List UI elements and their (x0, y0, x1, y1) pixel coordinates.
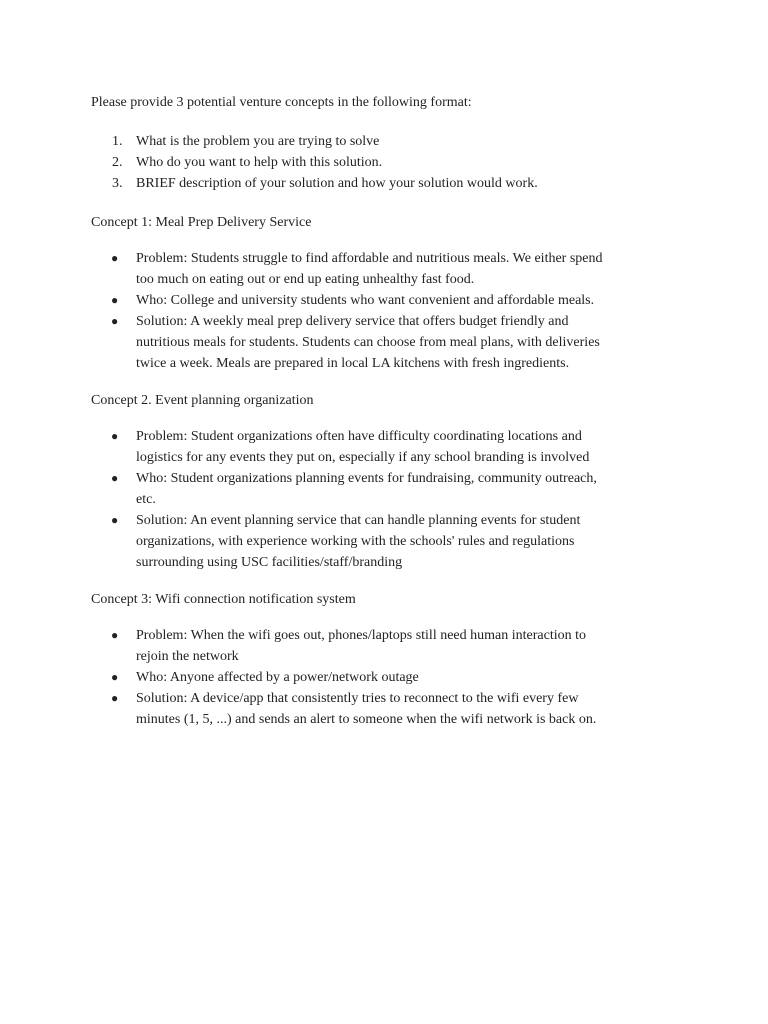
bullet-item (91, 248, 691, 290)
bullet-line: Who: Anyone affected by a power/network outage (136, 670, 419, 685)
bullet-line: organizations, with experience working with the schools' rules and regulations (136, 534, 575, 549)
concept-bullets (91, 426, 691, 573)
bullet-dot-icon: ● (111, 251, 119, 265)
bullet-item (91, 510, 691, 573)
bullet-line: Problem: When the wifi goes out, phones/laptops still need human interaction to (136, 628, 586, 643)
bullet-item (91, 426, 691, 468)
bullet-line: etc. (136, 492, 156, 507)
step-text: What is the problem you are trying to solve (136, 134, 380, 149)
bullet-line: Problem: Students struggle to find affordable and nutritious meals. We either spend (136, 251, 603, 266)
bullet-item (91, 290, 691, 311)
bullet-text (136, 510, 691, 573)
bullet-dot-icon: ● (111, 628, 119, 642)
document-page (91, 92, 691, 746)
concept-title: Concept 3: Wifi connection notification system (91, 592, 356, 607)
bullet-text (136, 468, 691, 510)
step-number: 3. (112, 176, 123, 191)
step-item (91, 152, 691, 173)
bullet-text (136, 688, 691, 730)
bullet-line: nutritious meals for students. Students can choose from meal plans, with deliveries (136, 335, 600, 350)
step-item (91, 131, 691, 152)
bullet-line: logistics for any events they put on, especially if any school branding is involved (136, 450, 590, 465)
step-text: Who do you want to help with this solution. (136, 155, 383, 170)
bullet-line: surrounding using USC facilities/staff/branding (136, 555, 403, 570)
bullet-dot-icon: ● (111, 293, 119, 307)
bullet-text (136, 311, 691, 374)
bullet-line: Problem: Student organizations often have difficulty coordinating locations and (136, 429, 582, 444)
concept-title: Concept 1: Meal Prep Delivery Service (91, 215, 312, 230)
format-steps-list (91, 131, 691, 194)
bullet-line: Solution: An event planning service that can handle planning events for student (136, 513, 581, 528)
bullet-line: Who: Student organizations planning events for fundraising, community outreach, (136, 471, 597, 486)
bullet-text (136, 625, 691, 667)
bullet-text (136, 426, 691, 468)
bullet-text (136, 290, 691, 311)
bullet-item (91, 667, 691, 688)
bullet-dot-icon: ● (111, 513, 119, 527)
bullet-item (91, 311, 691, 374)
bullet-text (136, 248, 691, 290)
concept-bullets (91, 248, 691, 374)
bullet-item (91, 468, 691, 510)
bullet-line: Who: College and university students who want convenient and affordable meals. (136, 293, 595, 308)
bullet-line: rejoin the network (136, 649, 239, 664)
intro-paragraph: Please provide 3 potential venture concepts in the following format: (91, 95, 472, 110)
bullet-dot-icon: ● (111, 691, 119, 705)
concept-title: Concept 2. Event planning organization (91, 393, 314, 408)
bullet-line: Solution: A weekly meal prep delivery service that offers budget friendly and (136, 314, 569, 329)
bullet-dot-icon: ● (111, 314, 119, 328)
concept-bullets (91, 625, 691, 730)
step-number: 2. (112, 155, 123, 170)
bullet-line: too much on eating out or end up eating unhealthy fast food. (136, 272, 475, 287)
bullet-item (91, 625, 691, 667)
bullet-line: Solution: A device/app that consistently tries to reconnect to the wifi every few (136, 691, 579, 706)
bullet-dot-icon: ● (111, 429, 119, 443)
bullet-line: twice a week. Meals are prepared in local LA kitchens with fresh ingredients. (136, 356, 570, 371)
bullet-dot-icon: ● (111, 670, 119, 684)
step-text: BRIEF description of your solution and how your solution would work. (136, 176, 538, 191)
bullet-text (136, 667, 691, 688)
bullet-line: minutes (1, 5, ...) and sends an alert to someone when the wifi network is back on. (136, 712, 597, 727)
bullet-item (91, 688, 691, 730)
bullet-dot-icon: ● (111, 471, 119, 485)
step-item (91, 173, 691, 194)
step-number: 1. (112, 134, 123, 149)
